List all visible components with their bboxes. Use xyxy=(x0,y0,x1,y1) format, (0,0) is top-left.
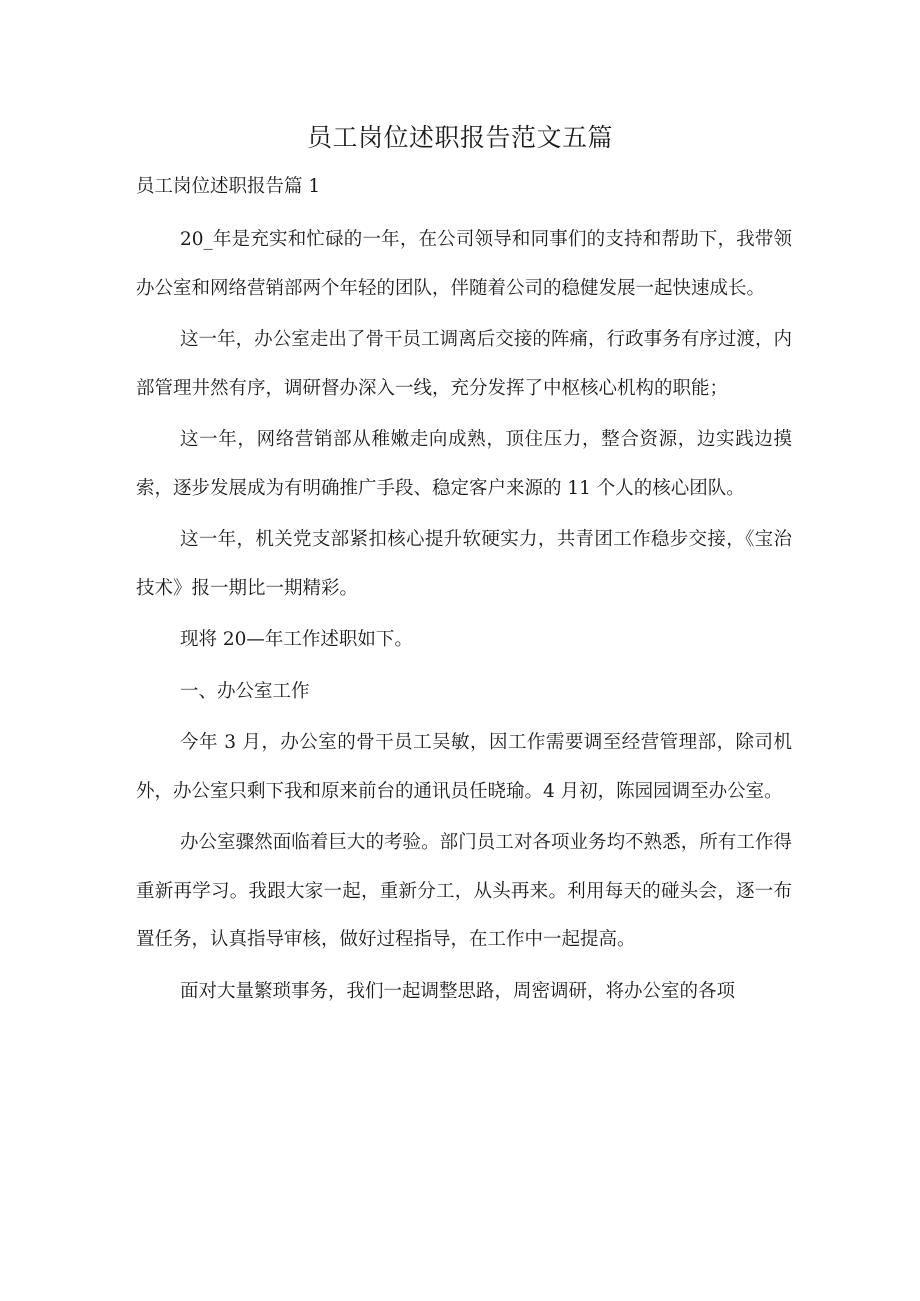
paragraph: 这一年，机关党支部紧扣核心提升软硬实力，共青团工作稳步交接，《宝治技术》报一期比一期精彩。 xyxy=(136,529,792,599)
subsection-heading: 一、办公室工作 xyxy=(180,680,310,702)
paragraph: 这一年，办公室走出了骨干员工调离后交接的阵痛，行政事务有序过渡，内部管理井然有序，调研督办深入一线，充分发挥了中枢核心机构的职能； xyxy=(136,329,792,399)
paragraph: 20_年是充实和忙碌的一年，在公司领导和同事们的支持和帮助下，我带领办公室和网络营销部两个年轻的团队，伴随着公司的稳健发展一起快速成长。 xyxy=(136,229,792,299)
paragraph: 办公室骤然面临着巨大的考验。部门员工对各项业务均不熟悉，所有工作得重新再学习。我跟大家一起，重新分工，从头再来。利用每天的碰头会，逐一布置任务，认真指导审核，做好过程指导，在工作中一起提高。 xyxy=(136,832,792,950)
document-body xyxy=(136,216,792,1019)
section-heading: 员工岗位述职报告篇 1 xyxy=(136,176,321,197)
document-title: 员工岗位述职报告范文五篇 xyxy=(306,123,613,152)
paragraph: 面对大量繁琐事务，我们一起调整思路，周密调研，将办公室的各项 xyxy=(180,980,736,1002)
paragraph: 这一年，网络营销部从稚嫩走向成熟，顶住压力，整合资源，边实践边摸索，逐步发展成为有明确推广手段、稳定客户来源的 11 个人的核心团队。 xyxy=(136,429,792,499)
paragraph: 现将 20—年工作述职如下。 xyxy=(180,629,413,650)
paragraph: 今年 3 月，办公室的骨干员工吴敏，因工作需要调至经营管理部，除司机外，办公室只剩下我和原来前台的通讯员任晓瑜。4 月初，陈园园调至办公室。 xyxy=(136,732,792,802)
